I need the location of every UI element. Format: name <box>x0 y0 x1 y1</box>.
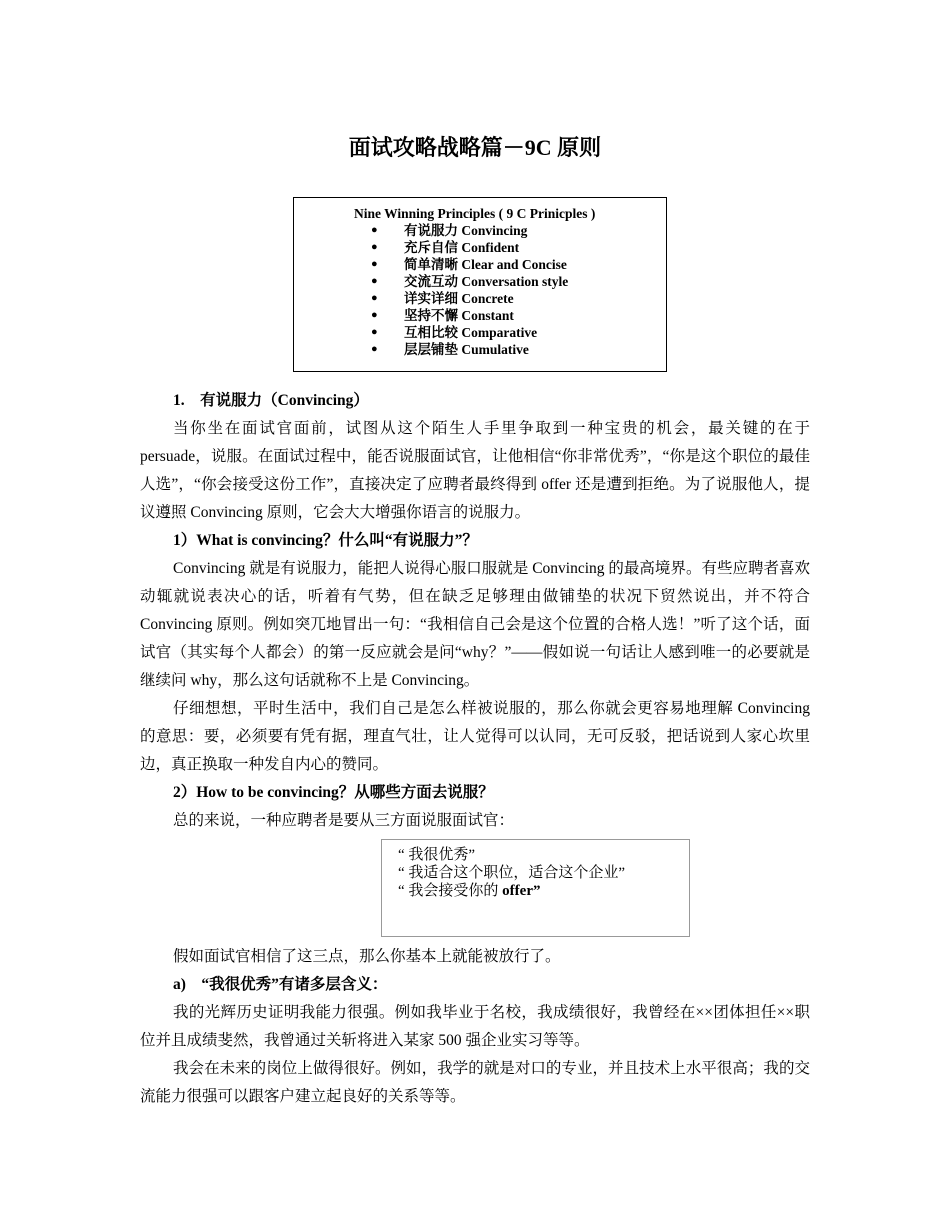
paragraph: 我会在未来的岗位上做得很好。例如，我学的就是对口的专业，并且技术上水平很高；我的交流能力很强可以跟客户建立起良好的关系等等。 <box>140 1060 810 1105</box>
bullet-icon: ● <box>371 309 378 321</box>
bullet-icon: ● <box>371 258 378 270</box>
bullet-icon: ● <box>371 275 378 287</box>
principle-item: ● 有说服力 Convincing <box>371 223 528 238</box>
principle-item: ● 层层铺垫 Cumulative <box>371 342 529 357</box>
body-text <box>140 387 810 1111</box>
bullet-icon: ● <box>371 241 378 253</box>
paragraph: Convincing 就是有说服力，能把人说得心服口服就是 Convincing 的最高境界。有些应聘者喜欢动辄就说表决心的话，听着有气势，但在缺乏足够理由做铺垫的状况下贸然说出，并不符合 Convincing 原则。例如突兀地冒出一句：“我相信自己会是这个位置的合格人选！”听了这个话，面试官（其实每个人都会）的第一反应就会是问“why？”——假如说一句话让人感到唯一的必要就是继续问 why，那么这句话就称不上是 Convincing。 <box>140 560 810 689</box>
principle-item: ● 简单清晰 Clear and Concise <box>371 257 567 272</box>
bullet-icon: ● <box>371 292 378 304</box>
paragraph: 仔细想想，平时生活中，我们自己是怎么样被说服的，那么你就会更容易地理解 Convincing 的意思：要，必须要有凭有据，理直气壮，让人觉得可以认同，无可反驳，把话说到人家心坎里边，真正换取一种发自内心的赞同。 <box>140 700 810 773</box>
quote-line: “ 我很优秀” <box>398 847 476 863</box>
principle-item: ● 坚持不懈 Constant <box>371 308 514 323</box>
principles-box <box>293 197 667 372</box>
principle-item: ● 交流互动 Conversation style <box>371 274 569 289</box>
principle-item: ● 互相比较 Comparative <box>371 325 538 340</box>
paragraph: 假如面试官相信了这三点，那么你基本上就能被放行了。 <box>173 948 561 965</box>
principles-list <box>294 222 568 358</box>
principle-item: ● 充斥自信 Confident <box>371 240 520 255</box>
bullet-icon: ● <box>371 326 378 338</box>
paragraph: 当你坐在面试官面前，试图从这个陌生人手里争取到一种宝贵的机会，最关键的在于 persuade，说服。在面试过程中，能否说服面试官，让他相信“你非常优秀”，“你是这个职位的最佳人选”，“你会接受这份工作”，直接决定了应聘者最终得到 offer 还是遭到拒绝。为了说服他人，提议遵照 Convincing 原则，它会大大增强你语言的说服力。 <box>140 420 810 521</box>
paragraph: 我的光辉历史证明我能力很强。例如我毕业于名校，我成绩很好，我曾经在××团体担任××职位并且成绩斐然，我曾通过关斩将进入某家 500 强企业实习等等。 <box>140 1004 810 1049</box>
section-heading: 1. 有说服力（Convincing） <box>173 392 369 409</box>
quote-line: “ 我会接受你的 offer” <box>398 883 541 899</box>
subsection-heading: 2）How to be convincing？从哪些方面去说服？ <box>173 784 494 801</box>
principles-heading: Nine Winning Principles ( 9 C Prinicples ) <box>354 206 596 221</box>
subsection-heading: 1）What is convincing？什么叫“有说服力”？ <box>173 532 478 549</box>
page-title: 面试攻略战略篇－9C 原则 <box>348 135 602 160</box>
principle-item: ● 详实详细 Concrete <box>371 291 514 306</box>
bullet-icon: ● <box>371 343 378 355</box>
paragraph: 总的来说，一种应聘者是要从三方面说服面试官： <box>173 812 515 829</box>
bullet-icon: ● <box>371 224 378 236</box>
subsection-heading: a) “我很优秀”有诸多层含义： <box>173 976 388 993</box>
quote-line: “ 我适合这个职位，适合这个企业” <box>398 865 626 881</box>
quote-box <box>381 839 690 937</box>
